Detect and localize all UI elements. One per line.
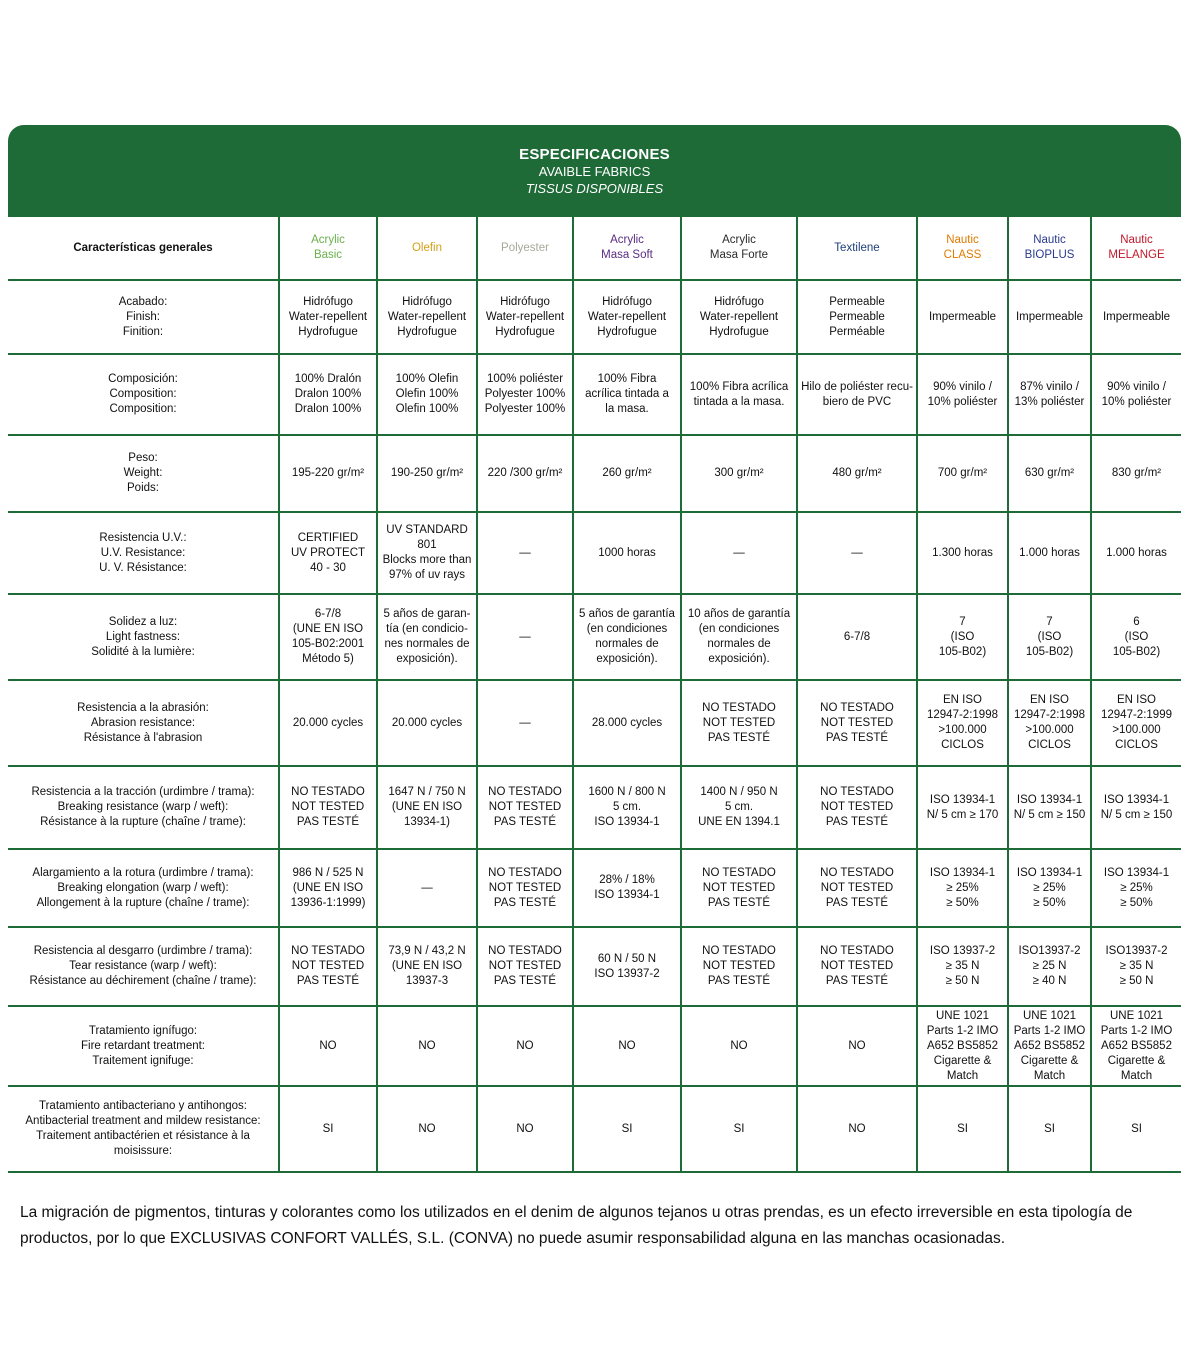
spec-cell: ISO 13937-2 ≥ 35 N ≥ 50 N bbox=[917, 927, 1008, 1006]
spec-cell: 90% vinilo / 10% poliéster bbox=[917, 354, 1008, 435]
spec-cell: UV STANDARD 801 Blocks more than 97% of uv rays bbox=[377, 512, 477, 594]
spec-cell: 1000 horas bbox=[573, 512, 681, 594]
spec-cell: Hidrófugo Water-repellent Hydrofugue bbox=[377, 280, 477, 354]
spec-cell: 10 años de garantía (en condiciones normales de exposición). bbox=[681, 594, 797, 680]
spec-cell: Impermeable bbox=[1091, 280, 1181, 354]
footer-note: La migración de pigmentos, tinturas y colorantes como los utilizados en el denim de algunos tejanos u otras prendas, es un efecto irreversible en esta tipología de productos, por lo que EXCLUSIVAS CONFORT VALLÉS, S.L. (CONVA) no puede asumir responsabilidad alguna en las manchas ocasionadas. bbox=[20, 1204, 1133, 1247]
spec-cell: NO TESTADO NOT TESTED PAS TESTÉ bbox=[477, 927, 573, 1006]
spec-cell: UNE 1021 Parts 1-2 IMO A652 BS5852 Cigarette & Match bbox=[917, 1006, 1008, 1086]
spec-cell: NO TESTADO NOT TESTED PAS TESTÉ bbox=[681, 927, 797, 1006]
spec-row bbox=[8, 594, 1181, 680]
spec-cell: 700 gr/m² bbox=[917, 435, 1008, 512]
row-label: Resistencia U.V.: U.V. Resistance: U. V. Résistance: bbox=[8, 512, 279, 594]
spec-cell: ISO 13934-1 N/ 5 cm ≥ 150 bbox=[1008, 766, 1091, 849]
spec-cell: 220 /300 gr/m² bbox=[477, 435, 573, 512]
spec-cell: 1600 N / 800 N 5 cm. ISO 13934-1 bbox=[573, 766, 681, 849]
spec-cell: SI bbox=[1091, 1086, 1181, 1172]
spec-body bbox=[8, 280, 1181, 1172]
spec-cell: EN ISO 12947-2:1998 >100.000 CICLOS bbox=[917, 680, 1008, 766]
spec-cell: 73,9 N / 43,2 N (UNE EN ISO 13937-3 bbox=[377, 927, 477, 1006]
spec-cell: NO TESTADO NOT TESTED PAS TESTÉ bbox=[797, 680, 917, 766]
spec-cell: Hidrófugo Water-repellent Hydrofugue bbox=[279, 280, 377, 354]
spec-cell: SI bbox=[917, 1086, 1008, 1172]
spec-cell: — bbox=[681, 512, 797, 594]
spec-cell: — bbox=[477, 594, 573, 680]
spec-cell: 630 gr/m² bbox=[1008, 435, 1091, 512]
spec-cell: 7 (ISO 105-B02) bbox=[917, 594, 1008, 680]
spec-cell: CERTIFIED UV PROTECT 40 - 30 bbox=[279, 512, 377, 594]
spec-cell: Permeable Permeable Perméable bbox=[797, 280, 917, 354]
spec-cell: NO TESTADO NOT TESTED PAS TESTÉ bbox=[477, 766, 573, 849]
spec-cell: NO TESTADO NOT TESTED PAS TESTÉ bbox=[797, 927, 917, 1006]
spec-cell: 100% Dralón Dralon 100% Dralon 100% bbox=[279, 354, 377, 435]
spec-cell: Impermeable bbox=[917, 280, 1008, 354]
spec-cell: Hidrófugo Water-repellent Hydrofugue bbox=[573, 280, 681, 354]
corner-label: Características generales bbox=[8, 216, 279, 280]
spec-cell: ISO13937-2 ≥ 25 N ≥ 40 N bbox=[1008, 927, 1091, 1006]
spec-cell: 1.000 horas bbox=[1091, 512, 1181, 594]
row-label: Peso: Weight: Poids: bbox=[8, 435, 279, 512]
spec-cell: 7 (ISO 105-B02) bbox=[1008, 594, 1091, 680]
spec-cell: 6-7/8 (UNE EN ISO 105-B02:2001 Método 5) bbox=[279, 594, 377, 680]
spec-cell: NO TESTADO NOT TESTED PAS TESTÉ bbox=[797, 849, 917, 927]
spec-row bbox=[8, 766, 1181, 849]
spec-table bbox=[8, 215, 1181, 1173]
row-label: Solidez a luz: Light fastness: Solidité à la lumière: bbox=[8, 594, 279, 680]
spec-cell: 20.000 cycles bbox=[279, 680, 377, 766]
fabric-header-5: Textilene bbox=[797, 216, 917, 280]
spec-cell: ISO13937-2 ≥ 35 N ≥ 50 N bbox=[1091, 927, 1181, 1006]
spec-cell: EN ISO 12947-2:1999 >100.000 CICLOS bbox=[1091, 680, 1181, 766]
spec-cell: 100% poliéster Polyester 100% Polyester 100% bbox=[477, 354, 573, 435]
spec-cell: NO bbox=[377, 1086, 477, 1172]
spec-cell: 28% / 18% ISO 13934-1 bbox=[573, 849, 681, 927]
fabric-header-row bbox=[8, 216, 1181, 280]
spec-cell: SI bbox=[279, 1086, 377, 1172]
spec-cell: 100% Fibra acrílica tintada a la masa. bbox=[573, 354, 681, 435]
spec-cell: 87% vinilo / 13% poliéster bbox=[1008, 354, 1091, 435]
spec-cell: 986 N / 525 N (UNE EN ISO 13936-1:1999) bbox=[279, 849, 377, 927]
spec-cell: NO bbox=[797, 1006, 917, 1086]
row-label: Tratamiento antibacteriano y antihongos: Antibacterial treatment and mildew resistance: Traitement antibactérien et résistance à la moisissure: bbox=[8, 1086, 279, 1172]
spec-cell: 100% Olefin Olefin 100% Olefin 100% bbox=[377, 354, 477, 435]
header-title: ESPECIFICACIONES bbox=[519, 146, 670, 163]
spec-row bbox=[8, 849, 1181, 927]
spec-cell: Hidrófugo Water-repellent Hydrofugue bbox=[681, 280, 797, 354]
spec-row bbox=[8, 1006, 1181, 1086]
spec-cell: 5 años de garantía (en condiciones normales de exposición). bbox=[573, 594, 681, 680]
spec-cell: 5 años de garan- tía (en condicio- nes normales de exposición). bbox=[377, 594, 477, 680]
spec-cell: NO TESTADO NOT TESTED PAS TESTÉ bbox=[797, 766, 917, 849]
spec-cell: NO bbox=[279, 1006, 377, 1086]
spec-cell: 6 (ISO 105-B02) bbox=[1091, 594, 1181, 680]
header-subtitle-fr: TISSUS DISPONIBLES bbox=[525, 181, 664, 196]
row-label: Resistencia a la abrasión: Abrasion resistance: Résistance à l'abrasion bbox=[8, 680, 279, 766]
row-label: Acabado: Finish: Finition: bbox=[8, 280, 279, 354]
spec-cell: EN ISO 12947-2:1998 >100.000 CICLOS bbox=[1008, 680, 1091, 766]
spec-cell: 1400 N / 950 N 5 cm. UNE EN 1394.1 bbox=[681, 766, 797, 849]
spec-cell: UNE 1021 Parts 1-2 IMO A652 BS5852 Cigarette & Match bbox=[1091, 1006, 1181, 1086]
spec-cell: 28.000 cycles bbox=[573, 680, 681, 766]
spec-cell: — bbox=[477, 680, 573, 766]
row-label: Resistencia a la tracción (urdimbre / trama): Breaking resistance (warp / weft): Résistance à la rupture (chaîne / trame): bbox=[8, 766, 279, 849]
spec-row bbox=[8, 927, 1181, 1006]
spec-cell: 6-7/8 bbox=[797, 594, 917, 680]
spec-cell: SI bbox=[1008, 1086, 1091, 1172]
spec-cell: — bbox=[797, 512, 917, 594]
spec-cell: NO bbox=[573, 1006, 681, 1086]
spec-cell: NO TESTADO NOT TESTED PAS TESTÉ bbox=[681, 680, 797, 766]
spec-cell: NO TESTADO NOT TESTED PAS TESTÉ bbox=[279, 927, 377, 1006]
spec-row bbox=[8, 680, 1181, 766]
spec-cell: 260 gr/m² bbox=[573, 435, 681, 512]
spec-cell: ISO 13934-1 ≥ 25% ≥ 50% bbox=[1008, 849, 1091, 927]
spec-cell: — bbox=[377, 849, 477, 927]
spec-cell: 195-220 gr/m² bbox=[279, 435, 377, 512]
spec-row bbox=[8, 512, 1181, 594]
fabric-header-6: Nautic CLASS bbox=[917, 216, 1008, 280]
spec-card bbox=[8, 125, 1181, 1268]
spec-cell: NO bbox=[797, 1086, 917, 1172]
spec-cell: SI bbox=[681, 1086, 797, 1172]
spec-cell: 190-250 gr/m² bbox=[377, 435, 477, 512]
row-label: Alargamiento a la rotura (urdimbre / trama): Breaking elongation (warp / weft): Allongement à la rupture (chaîne / trame): bbox=[8, 849, 279, 927]
spec-cell: 90% vinilo / 10% poliéster bbox=[1091, 354, 1181, 435]
spec-cell: NO bbox=[477, 1006, 573, 1086]
spec-cell: 830 gr/m² bbox=[1091, 435, 1181, 512]
spec-cell: NO bbox=[681, 1006, 797, 1086]
spec-row bbox=[8, 1086, 1181, 1172]
fabric-header-8: Nautic MELANGE bbox=[1091, 216, 1181, 280]
spec-cell: NO TESTADO NOT TESTED PAS TESTÉ bbox=[477, 849, 573, 927]
spec-cell: 60 N / 50 N ISO 13937-2 bbox=[573, 927, 681, 1006]
spec-cell: ISO 13934-1 ≥ 25% ≥ 50% bbox=[917, 849, 1008, 927]
spec-cell: 20.000 cycles bbox=[377, 680, 477, 766]
row-label: Composición: Composition: Composition: bbox=[8, 354, 279, 435]
spec-cell: 1647 N / 750 N (UNE EN ISO 13934-1) bbox=[377, 766, 477, 849]
spec-cell: — bbox=[477, 512, 573, 594]
spec-cell: NO bbox=[477, 1086, 573, 1172]
spec-cell: NO bbox=[377, 1006, 477, 1086]
fabric-header-4: Acrylic Masa Forte bbox=[681, 216, 797, 280]
spec-cell: UNE 1021 Parts 1-2 IMO A652 BS5852 Cigarette & Match bbox=[1008, 1006, 1091, 1086]
spec-cell: 300 gr/m² bbox=[681, 435, 797, 512]
header-subtitle-en: AVAIBLE FABRICS bbox=[538, 164, 651, 179]
spec-row bbox=[8, 354, 1181, 435]
spec-cell: Hidrófugo Water-repellent Hydrofugue bbox=[477, 280, 573, 354]
spec-cell: SI bbox=[573, 1086, 681, 1172]
spec-row bbox=[8, 280, 1181, 354]
fabric-header-2: Polyester bbox=[477, 216, 573, 280]
spec-cell: 480 gr/m² bbox=[797, 435, 917, 512]
fabric-header-0: Acrylic Basic bbox=[279, 216, 377, 280]
fabric-header-3: Acrylic Masa Soft bbox=[573, 216, 681, 280]
spec-cell: ISO 13934-1 N/ 5 cm ≥ 150 bbox=[1091, 766, 1181, 849]
fabric-header-7: Nautic BIOPLUS bbox=[1008, 216, 1091, 280]
spec-cell: NO TESTADO NOT TESTED PAS TESTÉ bbox=[279, 766, 377, 849]
spec-cell: Hilo de poliéster recu- biero de PVC bbox=[797, 354, 917, 435]
fabric-header-1: Olefin bbox=[377, 216, 477, 280]
spec-cell: NO TESTADO NOT TESTED PAS TESTÉ bbox=[681, 849, 797, 927]
spec-cell: ISO 13934-1 N/ 5 cm ≥ 170 bbox=[917, 766, 1008, 849]
row-label: Resistencia al desgarro (urdimbre / trama): Tear resistance (warp / weft): Résistance au déchirement (chaîne / trame): bbox=[8, 927, 279, 1006]
spec-cell: Impermeable bbox=[1008, 280, 1091, 354]
spec-cell: 100% Fibra acrílica tintada a la masa. bbox=[681, 354, 797, 435]
row-label: Tratamiento ignífugo: Fire retardant treatment: Traitement ignifuge: bbox=[8, 1006, 279, 1086]
spec-header bbox=[8, 125, 1181, 215]
spec-cell: 1.000 horas bbox=[1008, 512, 1091, 594]
spec-cell: 1.300 horas bbox=[917, 512, 1008, 594]
spec-row bbox=[8, 435, 1181, 512]
spec-cell: ISO 13934-1 ≥ 25% ≥ 50% bbox=[1091, 849, 1181, 927]
